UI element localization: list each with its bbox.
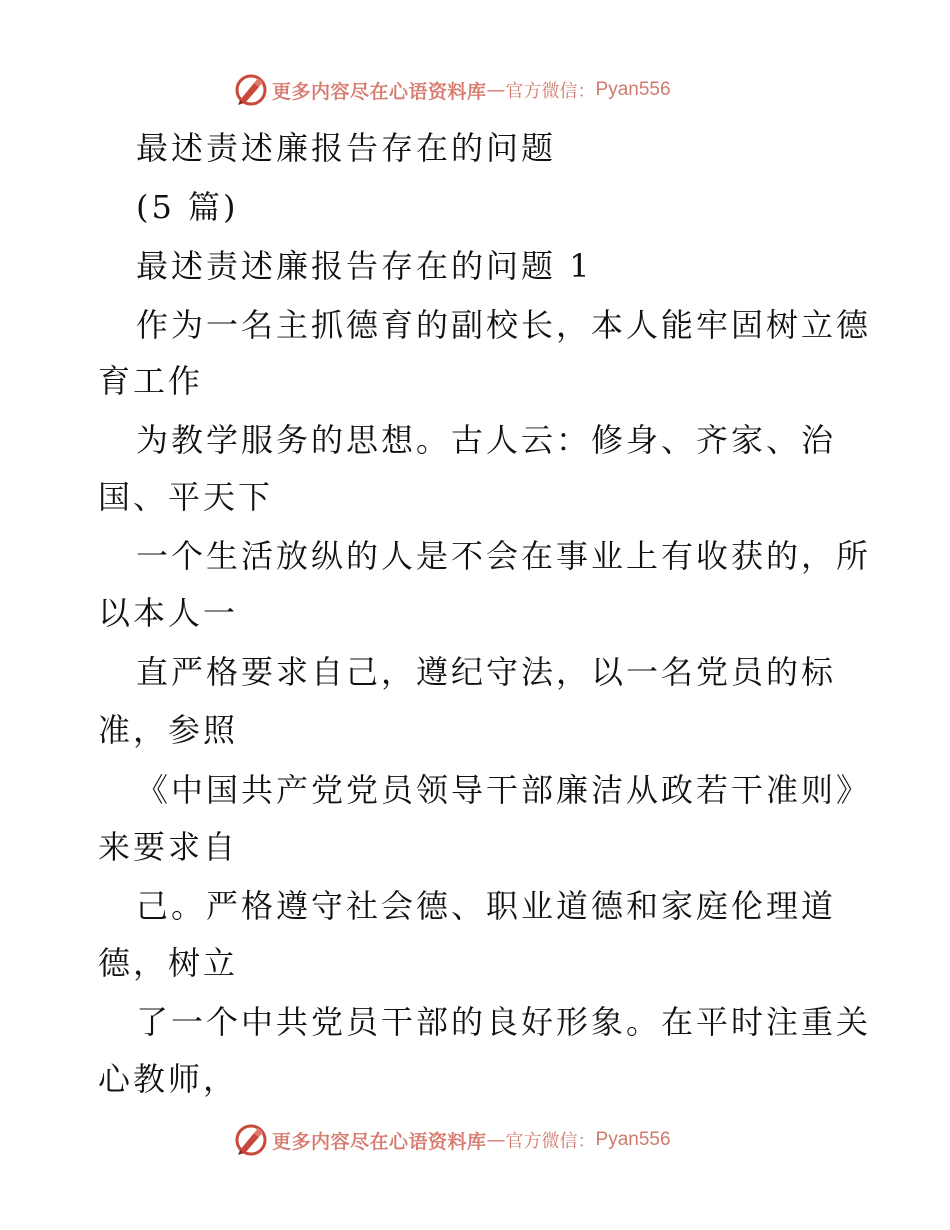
paragraph-line: 直严格要求自己，遵纪守法，以一名党员的标 — [136, 653, 837, 691]
header-watermark — [234, 72, 671, 108]
paragraph-line: 了一个中共党员干部的良好形象。在平时注重关 — [136, 1003, 872, 1041]
document-title: 最述责述廉报告存在的问题 — [136, 129, 557, 167]
footer-watermark — [234, 1122, 671, 1158]
paragraph-line: 心教师， — [98, 1060, 239, 1098]
paragraph-line: 来要求自 — [98, 828, 239, 866]
watermark-wechat-id: Pyan556 — [595, 1129, 671, 1150]
watermark-main-text: 更多内容尽在心语资料库 — [272, 80, 487, 103]
paragraph-line: 为教学服务的思想。古人云：修身、齐家、治 — [136, 421, 837, 459]
pen-logo-icon — [234, 1123, 268, 1157]
watermark-wechat-id: Pyan556 — [595, 79, 671, 100]
watermark-wechat-label: 官方微信： — [505, 81, 596, 102]
paragraph-line: 准，参照 — [98, 711, 239, 749]
paragraph-line: 国、平天下 — [98, 478, 274, 516]
watermark-main-text: 更多内容尽在心语资料库 — [272, 1130, 487, 1153]
section-heading: 最述责述廉报告存在的问题 1 — [136, 247, 593, 285]
paragraph-line: 《中国共产党党员领导干部廉洁从政若干准则》 — [136, 771, 872, 809]
paragraph-line: 育工作 — [98, 362, 204, 400]
watermark-separator: — — [486, 79, 506, 101]
watermark-wechat-label: 官方微信： — [505, 1131, 596, 1152]
paragraph-line: 一个生活放纵的人是不会在事业上有收获的，所 — [136, 537, 872, 575]
document-subtitle: (5 篇) — [136, 188, 239, 226]
paragraph-line: 作为一名主抓德育的副校长，本人能牢固树立德 — [136, 306, 872, 344]
paragraph-line: 己。严格遵守社会德、职业道德和家庭伦理道 — [136, 887, 837, 925]
watermark-separator: — — [486, 1129, 506, 1151]
pen-logo-icon — [234, 73, 268, 107]
paragraph-line: 德，树立 — [98, 944, 239, 982]
paragraph-line: 以本人一 — [98, 594, 239, 632]
